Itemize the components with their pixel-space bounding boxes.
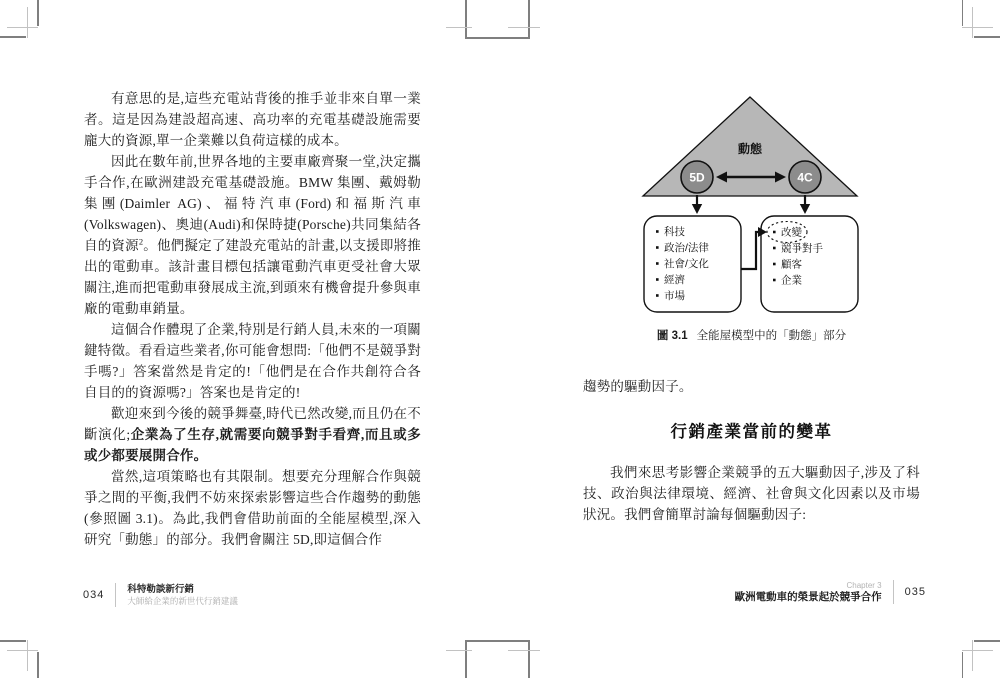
figure-caption-label: 圖 3.1 [656,330,688,342]
bullet-icon [656,294,659,297]
crop-mark-line [465,37,530,39]
left-page-text-column [84,88,421,550]
crop-mark-line [446,650,472,651]
bullet-icon [773,263,776,266]
figure-caption [583,327,920,343]
crop-mark-line [7,650,38,651]
triangle-label: 動態 [737,142,763,156]
right-page-footer [735,580,926,604]
crop-mark-line [465,640,530,642]
section-heading: 行銷產業當前的變革 [670,423,833,441]
running-title-block [127,584,238,607]
node-4c-label: 4C [797,170,813,185]
right-page-text-column [583,376,920,397]
bullet-icon [773,279,776,282]
bullet-icon [773,231,776,234]
list-item: 經濟 [664,274,685,287]
chapter-label: Chapter 3 [846,580,882,590]
paragraph-text: 。他們擬定了建設充電站的計畫,以支援即將推出的電動車。該計畫目標包括讓電動汽車更受社會大眾關注,進而把電動車發展成主流,到頭來有機會提升參與車廠的電動車銷量。 [84,238,421,316]
paragraph-text: 我們來思考影響企業競爭的五大驅動因子,涉及了科技、政治與法律環境、經濟、社會與文化因素以及市場狀況。我們會簡單討論每個驅動因子: [583,465,920,522]
crop-mark-line [508,650,540,651]
down-arrow-icon [800,195,810,214]
paragraph-text: 這個合作體現了企業,特別是行銷人員,未來的一項關鍵特徵。看看這些業者,你可能會想問:「他們不是競爭對手嗎?」答案當然是肯定的!「他們是在合作共創符合各自目的的資源嗎?」答案也是肯定的! [84,322,421,400]
paragraph-text: 因此在數年前,世界各地的主要車廠齊聚一堂,決定攜手合作,在歐洲建設充電基礎設施。BMW 集團、戴姆勒集團(Daimler AG)、福特汽車(Ford)和福斯汽車(Volkswagen)、奧迪(Audi)和保時捷(Porsche)共同集結各自的資源 [84,154,421,253]
paragraph-text: 趨勢的驅動因子。 [583,379,693,394]
paragraph [84,466,421,550]
list-item: 企業 [781,274,802,287]
bullet-icon [656,262,659,265]
paragraph-text: 歡迎來到今後的競爭舞臺,時代已然改變,而且仍在不斷演化; [84,406,421,442]
footer-divider [115,583,116,607]
list-item: 社會/文化 [664,258,709,271]
footer-divider [893,580,894,604]
crop-mark-line [962,652,964,678]
bullet-icon [773,247,776,250]
node-5d-label: 5D [689,170,705,185]
figure-caption-text: 全能屋模型中的「動態」部分 [696,330,847,342]
paragraph [84,403,421,466]
paragraph-text: 當然,這項策略也有其限制。想要充分理解合作與競爭之間的平衡,我們不妨來探索影響這些合作趨勢的動態(參照圖 3.1)。為此,我們會借助前面的全能屋模型,深入研究「動態」的部分。我們會關注 5D,即這個合作 [84,469,421,547]
crop-mark-line [528,0,530,38]
crop-mark-line [465,640,467,678]
list-item: 科技 [664,226,685,239]
crop-mark-line [465,0,467,38]
crop-mark-line [528,640,530,678]
down-arrow-icon [692,195,702,214]
list-item: 顧客 [781,258,802,271]
paragraph [84,151,421,319]
paragraph [583,376,920,397]
paragraph [583,462,920,525]
crop-mark-line [0,640,26,642]
bullet-icon [656,278,659,281]
list-item: 政治/法律 [664,242,709,255]
crop-mark-line [0,36,26,38]
crop-mark-line [7,27,38,28]
footnote-marker: 2 [138,236,144,247]
book-subtitle: 大師給企業的新世代行銷建議 [127,595,238,606]
bullet-icon [656,230,659,233]
crop-mark-line [962,650,993,651]
bullet-icon [656,246,659,249]
house-model-dynamics-figure [620,92,920,320]
crop-mark-line [27,640,28,671]
chapter-title-block [735,581,882,604]
list-item: 市場 [664,290,685,303]
list-item: 改變 [781,226,802,239]
crop-mark-line [972,7,973,38]
crop-mark-line [962,0,964,26]
left-page-footer [83,583,238,607]
page-number: 035 [904,586,926,598]
list-item: 競爭對手 [781,242,823,255]
crop-mark-line [508,27,540,28]
crop-mark-line [37,0,39,26]
crop-mark-line [972,640,973,671]
crop-mark-line [446,27,472,28]
chapter-title: 歐洲電動車的榮景起於競爭合作 [734,590,882,603]
crop-mark-line [974,36,1000,38]
crop-mark-line [37,652,39,678]
book-title: 科特勒談新行銷 [127,583,194,595]
emphasized-text: 企業為了生存,就需要向競爭對手看齊,而且或多或少都要展開合作。 [84,427,421,463]
paragraph-text: 有意思的是,這些充電站背後的推手並非來自單一業者。這是因為建設超高速、高功率的充電基礎設施需要龐大的資源,單一企業難以負荷這樣的成本。 [84,91,421,148]
paragraph [84,88,421,151]
right-page-text-column-2 [583,462,920,525]
page-number: 034 [83,589,105,601]
crop-mark-line [974,640,1000,642]
crop-mark-line [962,27,993,28]
crop-mark-line [27,7,28,38]
paragraph [84,319,421,403]
